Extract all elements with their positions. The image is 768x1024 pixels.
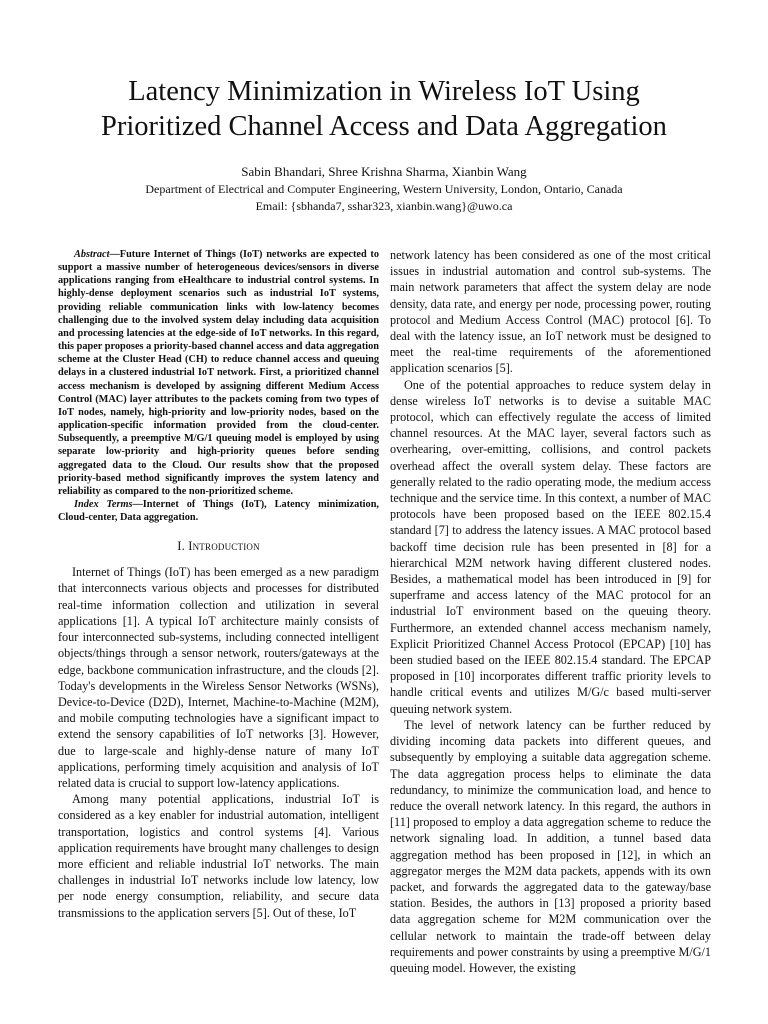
intro-paragraph-2: Among many potential applications, industrial IoT is considered as a key enabler for industrial automation, intelligent transportation, logistics and control systems [4]. Various application requirements have brought many challenges to design more efficient and reliable industrial IoT networks. The main challenges in industrial IoT networks include low latency, low per node energy consumption, reliability, and secure data transmissions to the application servers [5]. Out of these, IoT [58, 792, 379, 920]
title-line-1: Latency Minimization in Wireless IoT Using [128, 76, 640, 107]
section-number: I. I [177, 539, 193, 554]
intro-paragraph-5: The level of network latency can be further reduced by dividing incoming data packets into different queues, and subsequently by employing a suitable data aggregation scheme. The data aggregation process helps to eliminate the data redundancy, to minimize the communication load, and hence to reduce the overall network latency. In this regard, the authors in [11] proposed to employ a data aggregation scheme to reduce the network signaling load. In addition, a tunnel based data aggregation method has been proposed in [12], in which an aggregator merges the M2M data packets, appends with its own packet, and forwards the aggregated data to the gateway/base station. Besides, the authors in [13] proposed a priority based data aggregation scheme for M2M communication over the cellular network to maintain the trade-off between delay requirements and power constraints by using a preemptive M/G/1 queuing model. However, the existing [390, 717, 711, 975]
section-name: ntroduction [192, 539, 260, 554]
left-body-text [58, 564, 379, 920]
intro-paragraph-1: Internet of Things (IoT) has been emerged as a new paradigm that interconnects various objects and processes for distributed real-time information collection and utilization in several applications [1]. A typical IoT architecture mainly consists of four interconnected sub-systems, including connected intelligent objects/things through a sensor network, routers/gateways at the edge, backbone communication infrastructure, and the clouds [2]. Today's developments in the Wireless Sensor Networks (WSNs), Device-to-Device (D2D), Internet, Machine-to-Machine (M2M), and mobile computing technologies have a significant impact to extend the sensory capabilities of IoT networks [3]. However, due to large-scale and highly-dense nature of many IoT applications, performing timely acquisition and analysis of IoT related data is crucial to support low-latency applications. [58, 565, 379, 790]
index-terms-label: Index Terms [74, 498, 133, 510]
abstract-text: —Future Internet of Things (IoT) networks are expected to support a massive number of heterogeneous devices/sensors in diverse applications ranging from eHealthcare to industrial control systems. In highly-dense deployment scenarios such as industrial IoT systems, providing reliable communication links with low-latency becomes challenging due to the involved system delay including data acquisition and processing latencies at the edge-side of IoT networks. In this regard, this paper proposes a priority-based channel access and data aggregation scheme at the Cluster Head (CH) to reduce channel access and queuing delays in a clustered industrial IoT network. First, a prioritized channel access mechanism is developed by assigning different Medium Access Control (MAC) layer attributes to the packets coming from two types of IoT nodes, namely, high-priority and low-priority nodes, based on the application-specific information provided from the cloud-center. Subsequently, a preemptive M/G/1 queuing model is employed by using separate low-priority and high-priority queues before sending aggregated data to the Cloud. Our results show that the proposed priority-based method significantly improves the system latency and reliability as compared to the non-prioritized scheme. [58, 249, 379, 497]
right-column [390, 247, 711, 976]
abstract-label: Abstract [74, 249, 110, 260]
index-terms-text: —Internet of Things (IoT), Latency minimization, Cloud-center, Data aggregation. [58, 498, 379, 524]
author-emails: Email: {sbhanda7, sshar323, xianbin.wang}@uwo.ca [255, 199, 513, 213]
abstract-paragraph [58, 248, 379, 498]
affiliation: Department of Electrical and Computer Engineering, Western University, London, Ontario, Canada [145, 182, 623, 196]
intro-paragraph-3: network latency has been considered as one of the most critical issues in industrial automation and control sub-systems. The main network parameters that affect the system delay are node density, data rate, and energy per node, processing power, routing protocol and Medium Access Control (MAC) protocol [6]. To deal with the latency issue, an IoT network must be designed to meet the real-time requirements of the aforementioned application scenarios [5]. [390, 248, 711, 376]
title-line-2: Prioritized Channel Access and Data Aggregation [101, 111, 667, 142]
intro-paragraph-4: One of the potential approaches to reduce system delay in dense wireless IoT networks is to devise a suitable MAC protocol, which can effectively regulate the access of limited channel resources. At the MAC layer, several factors such as overhearing, over-emitting, collisions, and control packets overhead affect the overall system delay. These factors are generally related to the radio operating mode, the medium access technique and the service time. In this context, a number of MAC protocols have been proposed based on the IEEE 802.15.4 standard [7] to address the latency issues. A MAC protocol based backoff time decision rule has been presented in [8] for a hierarchical M2M network having different clustered nodes. Besides, a mathematical model has been introduced in [9] for superframe and access latency of the MAC protocol for an industrial IoT environment based on the queuing theory. Furthermore, an extended channel access mechanism namely, Explicit Prioritized Channel Access Protocol (EPCAP) [10] has been studied based on the IEEE 802.15.4 standard. The EPCAP proposed in [10] incorporates different traffic priority levels to handle critical events and utilizes M/G/c based multi-server queuing network system. [390, 377, 711, 716]
author-list: Sabin Bhandari, Shree Krishna Sharma, Xianbin Wang [241, 164, 527, 179]
paper-title [40, 74, 728, 144]
section-heading-introduction [58, 538, 379, 554]
index-terms-paragraph [58, 498, 379, 524]
left-column [58, 248, 379, 921]
abstract-block [58, 248, 379, 524]
